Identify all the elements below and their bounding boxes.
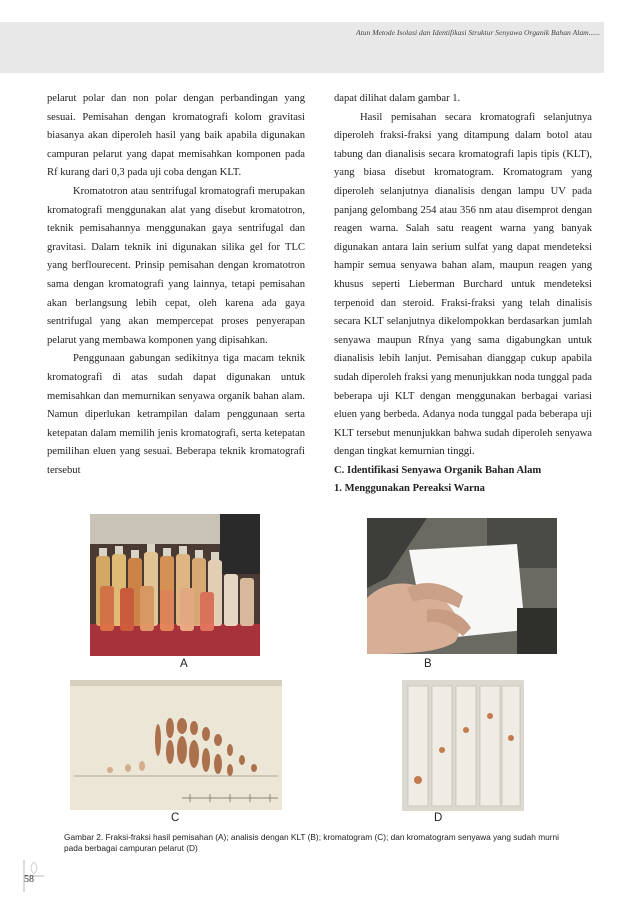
paragraph: Penggunaan gabungan sedikitnya tiga macam teknik kromatografi di atas sudah dapat digunakan untuk memisahkan dan memurnikan senyawa organik bahan alam. Namun diperlukan ketrampilan dalam penggunaan serta ketepatan dalam memilih jenis kromatografi, serta ketepatan pemilihan eluen yang sesuai. Beberapa teknik kromatografi tersebut xyxy=(47,353,305,476)
figure-label-a: A xyxy=(180,658,188,670)
photo-chromatogram xyxy=(70,680,282,810)
photo-pure-compound-chromatogram xyxy=(402,680,524,811)
paragraph: Hasil pemisahan secara kromatografi selanjutnya diperoleh fraksi-fraksi yang ditampung dalam botol atau tabung dan dianalisis secara kromatografi lapis tipis (KLT), yang biasa disebut kromatogram. Kromatogram yang diperoleh selanjutnya dianalisis dengan lampu UV pada panjang gelombang 254 atau 356 nm atau disemprot dengan reagen warna. Salah satu reagent warna yang banyak digunakan antara lain serium sulfat yang dapat mendeteksi hampir semua senyawa bahan alam, maupun reagen yang khusus seperti Lieberman Burchard untuk mendeteksi terpenoid dan steroid. Fraksi-fraksi yang telah dinalisis secara KLT selanjutnya dikelompokkan berdasarkan jumlah senyawa maupun Rfnya yang sama digabungkan untuk dianalisis lebih lanjut. Pemisahan dianggap cukup apabila sudah diperoleh fraksi yang menunjukkan noda tunggal pada beberapa uji KLT dengan menggunakan berbagai variasi eluen yang berbeda. Adanya noda tunggal pada beberapa uji KLT tersebut menunjukkan bahwa sudah diperoleh senyawa dengan tingkat kemurnian tinggi. xyxy=(334,111,593,458)
figure-label-d: D xyxy=(434,812,443,824)
photo-tlc-analysis xyxy=(367,518,557,654)
page-number: 58 xyxy=(24,874,34,885)
running-title: Atun Metode Isolasi dan Identifikasi Struktur Senyawa Organik Bahan Alam...... xyxy=(355,28,600,37)
paragraph: dapat dilihat dalam gambar 1. xyxy=(334,93,461,104)
paragraph: Kromatotron atau sentrifugal kromatografi merupakan kromatografi menggunakan alat yang disebut kromatotron, teknik pemisahannya menggunakan gaya sentrifugal dan gravitasi. Dalam teknik ini digunakan silika gel for TLC yang berflourecent. Prinsip pemisahan dengan kromatotron sama dengan kromatografi yang lainnya, tetapi pemisahan akan berlangsung lebih cepat, oleh karena ada gaya sentrifugal yang akan mempercepat proses penyerapan pelarut yang membawa komponen yang dipisahkan. xyxy=(47,185,305,346)
photo-fraction-bottles xyxy=(90,514,260,656)
left-column xyxy=(47,90,305,480)
section-heading: C. Identifikasi Senyawa Organik Bahan Alam xyxy=(334,464,542,476)
figure-label-c: C xyxy=(171,812,180,824)
right-column xyxy=(334,90,592,499)
subsection-heading: 1. Menggunakan Pereaksi Warna xyxy=(334,483,485,495)
figure-caption: Gambar 2. Fraksi-fraksi hasil pemisahan (A); analisis dengan KLT (B); kromatogram (C); dan kromatogram senyawa yang sudah murni pada berbagai campuran pelarut (D) xyxy=(64,832,559,853)
figure-label-b: B xyxy=(424,658,432,670)
paragraph: pelarut polar dan non polar dengan perbandingan yang sesuai. Pemisahan dengan kromatografi kolom gravitasi biasanya akan diperoleh hasil yang baik apabila digunakan campuran pelarut yang dapat memisahkan komponen pada Rf kurang dari 0,3 pada uji coba dengan KLT. xyxy=(47,93,305,179)
